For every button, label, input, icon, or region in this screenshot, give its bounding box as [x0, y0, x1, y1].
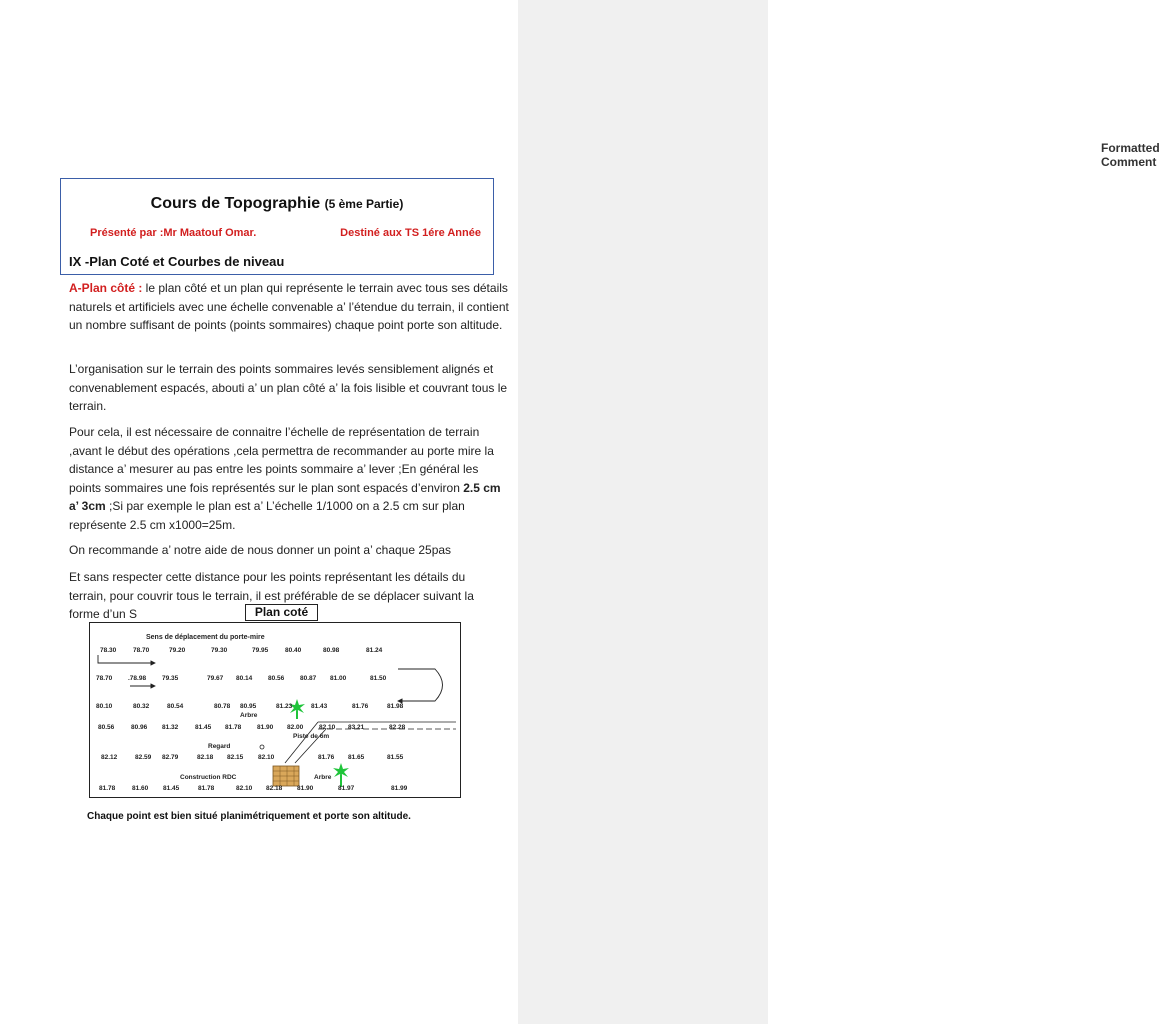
spot-height: 79.35: [162, 675, 179, 682]
paragraph-deplacement: Et sans respecter cette distance pour les points représentant les détails du terrain, pour couvrir tous le terrain, il est préférable de se déplacer suivant la forme d’un S: [69, 570, 474, 621]
echelle-spacing: 2.5 cm a’ 3cm: [69, 480, 501, 513]
spot-height: .78.98: [128, 675, 147, 682]
spot-height: 82.12: [101, 754, 118, 761]
paragraph-organisation: L’organisation sur le terrain des points sommaires levés sensiblement alignés et convenablement espacés, abouti a’ un plan côté a’ la fois lisible et couvrant tous le terrain.: [69, 362, 508, 413]
spot-height: 80.87: [300, 675, 317, 682]
spot-height: 81.78: [198, 785, 215, 792]
figure-caption: Chaque point est bien situé planimétriquement et porte son altitude.: [87, 811, 411, 822]
spot-height: 78.70: [133, 647, 150, 654]
spot-height: 81.55: [387, 754, 404, 761]
spot-height: 81.23: [276, 703, 293, 710]
spot-height: 80.10: [96, 703, 113, 710]
plan-cote-label: A-Plan côté :: [69, 281, 143, 295]
spot-height: 81.90: [297, 785, 314, 792]
spot-height: 81.78: [225, 724, 242, 731]
spot-height: 81.00: [330, 675, 347, 682]
spot-height: 82.15: [227, 754, 244, 761]
spot-height: 81.45: [195, 724, 212, 731]
spot-height: 80.95: [240, 703, 257, 710]
regard-label: Regard: [208, 743, 231, 750]
title-part: (5 ème Partie): [324, 197, 404, 211]
spot-height: 82.59: [135, 754, 152, 761]
spot-height: 81.32: [162, 724, 179, 731]
spot-height: 80.54: [167, 703, 184, 710]
spot-height: 81.76: [318, 754, 335, 761]
spot-height: 79.95: [252, 647, 269, 654]
spot-height: 81.99: [391, 785, 408, 792]
piste-label: Piste de 6m: [293, 733, 330, 740]
construction-label: Construction RDC: [180, 774, 237, 781]
arbre-label: Arbre: [314, 774, 332, 781]
tree-icon: [333, 763, 349, 787]
spot-height: 80.56: [98, 724, 115, 731]
title-text: Cours de Topographie: [150, 195, 321, 212]
spot-height: 81.43: [311, 703, 328, 710]
spot-height: 82.10: [319, 724, 336, 731]
target-audience: Destiné aux TS 1ére Année: [340, 227, 481, 239]
spot-height: 80.56: [268, 675, 285, 682]
plan-label: Plan coté: [245, 604, 318, 621]
spot-height: 81.24: [366, 647, 383, 654]
spot-height: 81.78: [99, 785, 116, 792]
s-path-right: [398, 669, 443, 701]
spot-height: 81.50: [370, 675, 387, 682]
spot-height: 80.78: [214, 703, 231, 710]
spot-height: 82.79: [162, 754, 179, 761]
spot-height: 83.21: [348, 724, 365, 731]
spot-height: 82.18: [197, 754, 214, 761]
plan-cote-figure: [89, 622, 461, 798]
echelle-text-c: ;Si par exemple le plan est a’ L’échelle 1/1000 on a 2.5 cm sur plan représente 2.5 cm x1000=25m.: [69, 499, 465, 532]
spot-height: 82.18: [266, 785, 283, 792]
presenter-line: Présenté par :Mr Maatouf Omar.: [90, 227, 257, 239]
paragraph-echelle: [69, 423, 511, 534]
section-heading: IX -Plan Coté et Courbes de niveau: [69, 254, 285, 269]
plan-cote-definition: le plan côté et un plan qui représente le terrain avec tous ses détails naturels et artificiels avec une échelle convenable a’ l’étendue du terrain, il contient un nombre suffisant de points (points sommaires) chaque point porte son altitude.: [69, 281, 509, 332]
regard-icon: [260, 745, 264, 749]
arbre-label: Arbre: [240, 712, 258, 719]
spot-height: 80.32: [133, 703, 150, 710]
comment-label: Formatted Comment: [1101, 141, 1160, 169]
paragraph-recommandation: On recommande a’ notre aide de nous donner un point a’ chaque 25pas: [69, 543, 452, 557]
echelle-text-a: Pour cela, il est nécessaire de connaitre l’échelle de représentation de terrain ,avant le début des opérations ,cela permettra de recommander au porte mire la distance a’ mesurer au pas entre les points sommaire a’ lever ;En général les points sommaires une fois représentés sur le plan sont espacés d’environ: [69, 425, 494, 495]
header-box: [60, 178, 494, 275]
spot-height: 82.10: [236, 785, 253, 792]
spot-height: 81.45: [163, 785, 180, 792]
document-title: [61, 195, 493, 213]
spot-height: 80.98: [323, 647, 340, 654]
spot-height: 82.28: [389, 724, 406, 731]
direction-label: Sens de déplacement du porte-mire: [146, 634, 265, 641]
spot-height: 81.76: [352, 703, 369, 710]
spot-height: 82.10: [258, 754, 275, 761]
spot-height: 82.00: [287, 724, 304, 731]
document-page: [0, 0, 518, 1024]
spot-height: 81.60: [132, 785, 149, 792]
spot-height: 80.96: [131, 724, 148, 731]
spot-height: 80.40: [285, 647, 302, 654]
spot-height: 78.30: [100, 647, 117, 654]
spot-height: 81.98: [387, 703, 404, 710]
spot-height: 81.97: [338, 785, 355, 792]
spot-height: 78.70: [96, 675, 113, 682]
spot-height: 79.20: [169, 647, 186, 654]
comment-panel: [518, 0, 1160, 1024]
paragraph-plan-cote: [69, 279, 511, 335]
spot-height: 79.30: [211, 647, 228, 654]
spot-height: 81.65: [348, 754, 365, 761]
s-path-top: [98, 655, 155, 663]
spot-height: 81.90: [257, 724, 274, 731]
spot-height: 80.14: [236, 675, 253, 682]
spot-height: 79.67: [207, 675, 224, 682]
